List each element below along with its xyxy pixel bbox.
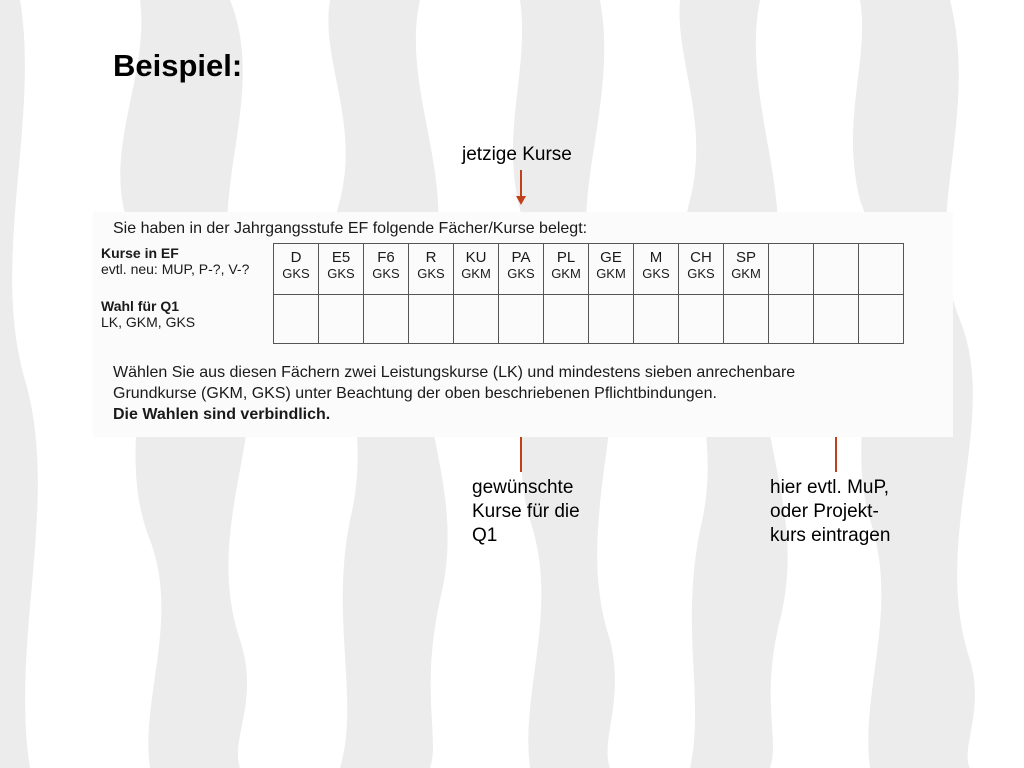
course-grid <box>273 243 904 344</box>
course-kind: GKS <box>372 266 400 281</box>
course-cell <box>454 244 499 295</box>
form-instructions <box>113 362 943 425</box>
form-scan <box>93 212 953 437</box>
course-cell <box>319 244 364 295</box>
row-label-current-note: evtl. neu: MUP, P-?, V-? <box>101 261 250 277</box>
course-kind: GKM <box>551 266 581 281</box>
course-subject: M <box>649 249 663 266</box>
course-subject: PA <box>511 249 531 266</box>
course-cell <box>724 244 769 295</box>
choice-cell <box>859 295 904 344</box>
course-subject: D <box>290 249 302 266</box>
course-cell-empty <box>769 244 814 295</box>
choice-cell <box>814 295 859 344</box>
course-kind: GKS <box>642 266 670 281</box>
course-row-choice <box>274 295 904 344</box>
choice-cell <box>364 295 409 344</box>
choice-cell <box>634 295 679 344</box>
instruction-line: Wählen Sie aus diesen Fächern zwei Leistungskurse (LK) und mindestens sieben anrechenbare <box>113 364 796 381</box>
choice-cell <box>274 295 319 344</box>
course-cell <box>634 244 679 295</box>
callout-line: gewünschte <box>472 477 574 498</box>
callout-line: hier evtl. MuP, <box>770 477 889 498</box>
course-cell-empty <box>859 244 904 295</box>
course-subject: E5 <box>331 249 351 266</box>
course-subject: GE <box>600 249 622 266</box>
course-cell-empty <box>814 244 859 295</box>
callout-desired-courses <box>472 476 580 548</box>
course-kind: GKS <box>282 266 310 281</box>
course-cell <box>589 244 634 295</box>
row-label-current-title: Kurse in EF <box>101 245 179 261</box>
form-intro: Sie haben in der Jahrgangsstufe EF folgende Fächer/Kurse belegt: <box>113 220 588 237</box>
instruction-line: Grundkurse (GKM, GKS) unter Beachtung der oben beschriebenen Pflichtbindungen. <box>113 385 717 402</box>
choice-cell <box>409 295 454 344</box>
course-kind: GKS <box>327 266 355 281</box>
course-cell <box>499 244 544 295</box>
callout-line: Q1 <box>472 525 498 546</box>
binding-note: Die Wahlen sind verbindlich. <box>113 406 331 423</box>
page-title: Beispiel: <box>113 48 243 83</box>
course-row-current <box>274 244 904 295</box>
course-subject: KU <box>465 249 487 266</box>
course-subject: PL <box>556 249 576 266</box>
course-subject: SP <box>735 249 756 266</box>
row-label-choice-note: LK, GKM, GKS <box>101 314 196 330</box>
choice-cell <box>544 295 589 344</box>
course-cell <box>679 244 724 295</box>
choice-cell <box>769 295 814 344</box>
row-label-current <box>101 245 249 277</box>
course-kind: GKM <box>731 266 761 281</box>
course-cell <box>409 244 454 295</box>
row-label-choice <box>101 298 195 330</box>
choice-cell <box>319 295 364 344</box>
choice-cell <box>454 295 499 344</box>
callout-line: oder Projekt- <box>770 501 879 522</box>
callout-line: kurs eintragen <box>770 525 891 546</box>
course-kind: GKM <box>461 266 491 281</box>
course-cell <box>544 244 589 295</box>
course-subject: F6 <box>377 249 395 266</box>
choice-cell <box>589 295 634 344</box>
course-cell <box>364 244 409 295</box>
course-cell <box>274 244 319 295</box>
callout-current-courses: jetzige Kurse <box>462 144 572 165</box>
course-kind: GKM <box>596 266 626 281</box>
course-kind: GKS <box>417 266 445 281</box>
course-kind: GKS <box>687 266 715 281</box>
course-subject: R <box>425 249 437 266</box>
callout-extra-courses <box>770 476 890 548</box>
choice-cell <box>499 295 544 344</box>
choice-cell <box>724 295 769 344</box>
course-subject: CH <box>690 249 712 266</box>
course-kind: GKS <box>507 266 535 281</box>
choice-cell <box>679 295 724 344</box>
arrow-down-icon <box>513 170 529 206</box>
callout-line: Kurse für die <box>472 501 580 522</box>
row-label-choice-title: Wahl für Q1 <box>101 298 180 314</box>
